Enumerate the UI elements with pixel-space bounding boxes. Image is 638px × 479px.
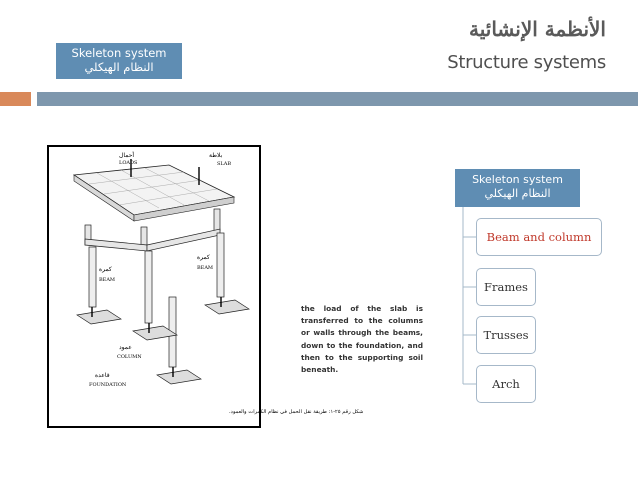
label-slab-ar: بلاطة bbox=[209, 152, 223, 159]
tree-item-frames bbox=[476, 268, 536, 306]
label-column-ar: عمود bbox=[119, 344, 132, 351]
tree-item-trusses bbox=[476, 316, 536, 354]
page-title-en: Structure systems bbox=[447, 52, 606, 73]
section-badge-en: Skeleton system bbox=[71, 46, 167, 60]
tree-item-label: Trusses bbox=[483, 328, 529, 342]
tree-root bbox=[455, 169, 580, 207]
tree-root-ar: النظام الهيكلي bbox=[484, 187, 551, 200]
figure-caption-ar: شكل رقم ٢٥-١: طريقة نقل الحمل في نظام الكمرات والعمود. bbox=[229, 409, 364, 415]
tree-item-label: Beam and column bbox=[486, 230, 592, 244]
label-foundation-ar: قاعدة bbox=[95, 372, 110, 379]
tree-item-label: Frames bbox=[484, 280, 528, 294]
page-title-ar: الأنظمة الإنشائية bbox=[469, 17, 606, 41]
tree-root-en: Skeleton system bbox=[472, 173, 563, 186]
tree-item-label: Arch bbox=[492, 377, 520, 391]
label-loads-en: LOADS bbox=[119, 160, 138, 166]
label-beam-ar-left: كمرة bbox=[99, 266, 112, 273]
label-column-en: COLUMN bbox=[117, 354, 142, 360]
label-slab-en: SLAB bbox=[217, 161, 232, 167]
label-beam-ar-top: كمرة bbox=[197, 254, 210, 261]
section-badge-ar: النظام الهيكلي bbox=[84, 60, 154, 74]
label-foundation-en: FOUNDATION bbox=[89, 382, 127, 388]
label-beam-en-top: BEAM bbox=[197, 265, 214, 271]
label-beam-en-left: BEAM bbox=[99, 277, 116, 283]
label-loads-ar: أحمال bbox=[119, 152, 135, 159]
tree-item-beam-and-column bbox=[476, 218, 602, 256]
load-path-caption: the load of the slab is transferred to the columns or walls through the beams, down to the foundation, and then to the supporting soil beneath. bbox=[301, 304, 423, 375]
tree-item-arch bbox=[476, 365, 536, 403]
